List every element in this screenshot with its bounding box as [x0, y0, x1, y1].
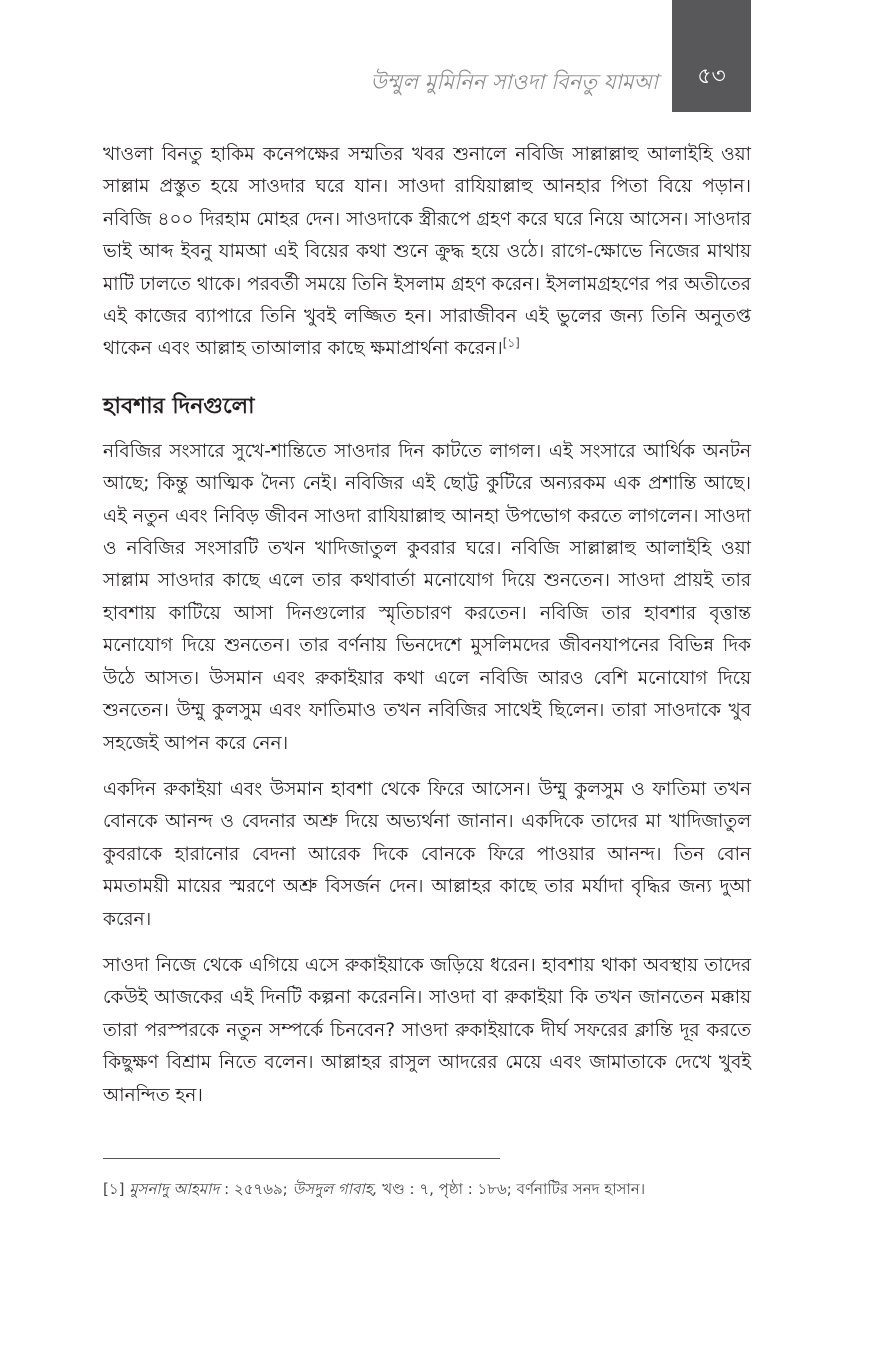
body-paragraph: একদিন রুকাইয়া এবং উসমান হাবশা থেকে ফিরে আসেন। উম্মু কুলসুম ও ফাতিমা তখন বোনকে আনন্দ ও বেদনার অশ্রু দিয়ে অভ্যর্থনা জানান। একদিকে তাদের মা খাদিজাতুল কুবরাকে হারানোর বেদনা আরেক দিকে বোনকে ফিরে পাওয়ার আনন্দ। তিন বোন মমতাময়ী মায়ের স্মরণে অশ্রু বিসর্জন দেন। আল্লাহর কাছে তার মর্যাদা বৃদ্ধির জন্য দুআ করেন।: [103, 778, 751, 930]
page-body: [103, 139, 751, 1112]
footnote-divider: [103, 1158, 500, 1159]
footnote-second-ref: খণ্ড : ৭, পৃষ্ঠা : ১৮৬; বর্ণনাটির সনদ হাসান।: [377, 1180, 646, 1198]
footnote-second-title: উসদুল গাবাহ,: [292, 1180, 378, 1198]
body-paragraph: সাওদা নিজে থেকে এগিয়ে এসে রুকাইয়াকে জড়িয়ে ধরেন। হাবশায় থাকা অবস্থায় তাদের কেউই আজকের এই দিনটি কল্পনা করেননি। সাওদা বা রুকাইয়া কি তখন জানতেন মক্কায় তারা পরস্পরকে নতুন সম্পর্কে চিনবেন? সাওদা রুকাইয়াকে দীর্ঘ সফরের ক্লান্তি দূর করতে কিছুক্ষণ বিশ্রাম নিতে বলেন। আল্লাহর রাসুল আদরের মেয়ে এবং জামাতাকে দেখে খুবই আনন্দিত হন।: [103, 954, 751, 1106]
running-header: [0, 0, 870, 112]
page-number: ৫৩: [697, 64, 726, 89]
body-paragraph: নবিজির সংসারে সুখে-শান্তিতে সাওদার দিন কাটতে লাগল। এই সংসারে আর্থিক অনটন আছে; কিন্তু আত্মিক দৈন্য নেই। নবিজির এই ছোট্ট কুটিরে অন্যরকম এক প্রশান্তি আছে। এই নতুন এবং নিবিড় জীবন সাওদা রাযিয়াল্লাহু আনহা উপভোগ করতে লাগলেন। সাওদা ও নবিজির সংসারটি তখন খাদিজাতুল কুবরার ঘরে। নবিজি সাল্লাল্লাহু আলাইহি ওয়া সাল্লাম সাওদার কাছে এলে তার কথাবার্তা মনোযোগ দিয়ে শুনতেন। সাওদা প্রায়ই তার হাবশায় কাটিয়ে আসা দিনগুলোর স্মৃতিচারণ করতেন। নবিজি তার হাবশার বৃত্তান্ত মনোযোগ দিয়ে শুনতেন। তার বর্ণনায় ভিনদেশে মুসলিমদের জীবনযাপনের বিভিন্ন দিক উঠে আসত। উসমান এবং রুকাইয়ার কথা এলে নবিজি আরও বেশি মনোযোগ দিয়ে শুনতেন। উম্মু কুলসুম এবং ফাতিমাও তখন নবিজির সাথেই ছিলেন। তারা সাওদাকে খুব সহজেই আপন করে নেন।: [103, 440, 751, 754]
footnote-reference[interactable]: [১]: [502, 336, 520, 351]
footnote-source-ref: : ২৫৭৬৯;: [219, 1180, 293, 1198]
footnote-marker: [১]: [103, 1180, 125, 1198]
running-title: উম্মুল মুমিনিন সাওদা বিনতু যামআ: [370, 70, 658, 94]
intro-paragraph: [103, 139, 751, 366]
section-heading: হাবশার দিনগুলো: [103, 393, 255, 419]
page-number-tab: [672, 0, 751, 112]
footnote-source-title: মুসনাদু আহমাদ: [129, 1180, 220, 1198]
footnote: [103, 1178, 751, 1203]
intro-paragraph-text: খাওলা বিনতু হাকিম কনেপক্ষের সম্মতির খবর শুনালে নবিজি সাল্লাল্লাহু আলাইহি ওয়া সাল্লাম প্রস্তুত হয়ে সাওদার ঘরে যান। সাওদা রাযিয়াল্লাহু আনহার পিতা বিয়ে পড়ান। নবিজি ৪০০ দিরহাম মোহর দেন। সাওদাকে স্ত্রীরূপে গ্রহণ করে ঘরে নিয়ে আসেন। সাওদার ভাই আব্দ ইবনু যামআ এই বিয়ের কথা শুনে ক্রুদ্ধ হয়ে ওঠে। রাগে-ক্ষোভে নিজের মাথায় মাটি ঢালতে থাকে। পরবর্তী সময়ে তিনি ইসলাম গ্রহণ করেন। ইসলামগ্রহণের পর অতীতের এই কাজের ব্যাপারে তিনি খুবই লজ্জিত হন। সারাজীবন এই ভুলের জন্য তিনি অনুতপ্ত থাকেন এবং আল্লাহ তাআলার কাছে ক্ষমাপ্রার্থনা করেন।: [103, 144, 751, 360]
